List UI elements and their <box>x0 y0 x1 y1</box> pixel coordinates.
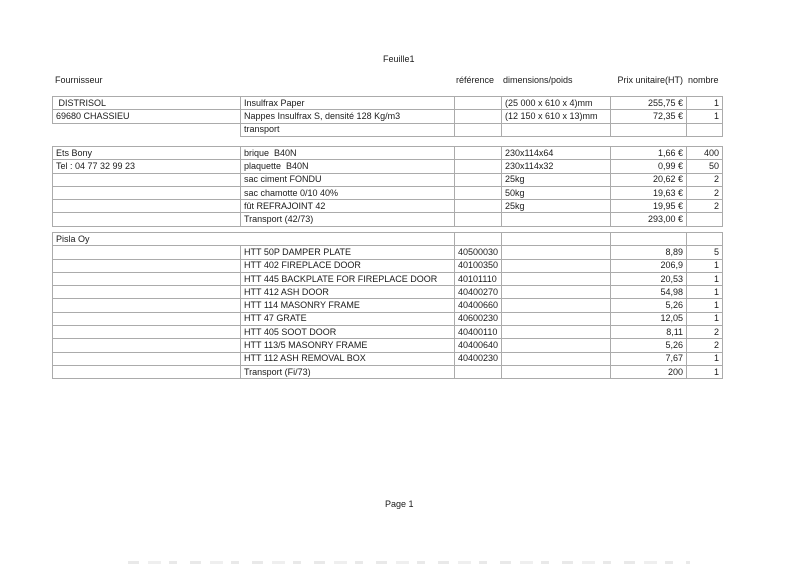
table-row <box>53 213 723 226</box>
table-row <box>53 299 723 312</box>
table-cell <box>611 123 687 136</box>
table-cell: Transport (42/73) <box>241 213 455 226</box>
table-cell <box>455 160 502 173</box>
table-cell: 1 <box>687 365 723 378</box>
table-cell <box>455 110 502 123</box>
table-cell: 1 <box>687 110 723 123</box>
table-cell: 2 <box>687 339 723 352</box>
table-cell: 1 <box>687 312 723 325</box>
table-cell <box>455 365 502 378</box>
table-row <box>53 352 723 365</box>
table-cell: brique B40N <box>241 147 455 160</box>
table-cell <box>455 173 502 186</box>
table-row <box>53 272 723 285</box>
table-cell: (25 000 x 610 x 4)mm <box>502 97 611 110</box>
table-cell: 40600230 <box>455 312 502 325</box>
table-cell <box>53 186 241 199</box>
supplier-block-distrisol <box>52 96 723 137</box>
table-cell: sac ciment FONDU <box>241 173 455 186</box>
table-cell: HTT 445 BACKPLATE FOR FIREPLACE DOOR <box>241 272 455 285</box>
table-cell: 230x114x64 <box>502 147 611 160</box>
table-cell: 12,05 <box>611 312 687 325</box>
table-cell: HTT 113/5 MASONRY FRAME <box>241 339 455 352</box>
table-cell <box>455 186 502 199</box>
table-cell <box>687 123 723 136</box>
table-cell <box>455 213 502 226</box>
table-cell <box>502 233 611 246</box>
table-row <box>53 160 723 173</box>
sheet-title: Feuille1 <box>383 54 415 64</box>
table-row <box>53 286 723 299</box>
table-cell <box>502 352 611 365</box>
table-cell: 50kg <box>502 186 611 199</box>
table-cell <box>53 213 241 226</box>
table-cell: 206,9 <box>611 259 687 272</box>
table-row <box>53 110 723 123</box>
table-row <box>53 365 723 378</box>
table-cell <box>502 326 611 339</box>
column-header-dimensions-poids: dimensions/poids <box>503 75 573 85</box>
table-cell: 8,89 <box>611 246 687 259</box>
table-cell <box>53 173 241 186</box>
table-cell: 19,63 € <box>611 186 687 199</box>
table-row <box>53 259 723 272</box>
table-cell: Nappes Insulfrax S, densité 128 Kg/m3 <box>241 110 455 123</box>
table-cell: 230x114x32 <box>502 160 611 173</box>
table-cell: Insulfrax Paper <box>241 97 455 110</box>
table-cell <box>53 286 241 299</box>
table-cell <box>687 233 723 246</box>
table-cell: Tel : 04 77 32 99 23 <box>53 160 241 173</box>
table-cell <box>53 123 241 136</box>
table-cell: 40400270 <box>455 286 502 299</box>
page-number: Page 1 <box>385 499 414 509</box>
table-cell: DISTRISOL <box>53 97 241 110</box>
table-cell: 40101110 <box>455 272 502 285</box>
table-cell: 293,00 € <box>611 213 687 226</box>
table-cell <box>502 299 611 312</box>
table-cell: HTT 114 MASONRY FRAME <box>241 299 455 312</box>
table-cell <box>687 213 723 226</box>
table-cell: 7,67 <box>611 352 687 365</box>
table-cell: 1 <box>687 352 723 365</box>
table-row <box>53 123 723 136</box>
table-cell: HTT 47 GRATE <box>241 312 455 325</box>
table-cell <box>53 326 241 339</box>
table-cell: 40400640 <box>455 339 502 352</box>
table-cell: 50 <box>687 160 723 173</box>
table-cell: 1 <box>687 272 723 285</box>
table-cell: 20,53 <box>611 272 687 285</box>
table-cell: 5 <box>687 246 723 259</box>
table-cell: fût REFRAJOINT 42 <box>241 200 455 213</box>
table-cell: 0,99 € <box>611 160 687 173</box>
table-cell: HTT 412 ASH DOOR <box>241 286 455 299</box>
table-row <box>53 246 723 259</box>
table-cell <box>53 312 241 325</box>
table-cell: 40100350 <box>455 259 502 272</box>
table-cell <box>502 272 611 285</box>
table-cell: 255,75 € <box>611 97 687 110</box>
table-row <box>53 173 723 186</box>
table-cell <box>53 272 241 285</box>
table-cell <box>53 365 241 378</box>
table-cell <box>502 213 611 226</box>
table-cell: 40400660 <box>455 299 502 312</box>
table-cell: transport <box>241 123 455 136</box>
table-row <box>53 200 723 213</box>
table-cell <box>53 200 241 213</box>
table-cell: Ets Bony <box>53 147 241 160</box>
table-cell: 2 <box>687 326 723 339</box>
table-cell: 2 <box>687 186 723 199</box>
table-cell: 54,98 <box>611 286 687 299</box>
table-row <box>53 312 723 325</box>
table-row <box>53 233 723 246</box>
table-cell: 5,26 <box>611 339 687 352</box>
table-cell <box>455 123 502 136</box>
table-cell <box>455 147 502 160</box>
table-cell: 20,62 € <box>611 173 687 186</box>
table-cell <box>611 233 687 246</box>
bottom-edge-artifact <box>128 561 690 564</box>
table-cell: 8,11 <box>611 326 687 339</box>
table-cell <box>53 259 241 272</box>
table-cell <box>502 286 611 299</box>
table-cell <box>53 299 241 312</box>
table-row <box>53 326 723 339</box>
column-header-nombre: nombre <box>688 75 719 85</box>
table-cell: HTT 50P DAMPER PLATE <box>241 246 455 259</box>
table-cell: (12 150 x 610 x 13)mm <box>502 110 611 123</box>
table-cell: 1 <box>687 286 723 299</box>
table-cell: 2 <box>687 200 723 213</box>
table-cell <box>53 352 241 365</box>
table-row <box>53 186 723 199</box>
table-cell: HTT 402 FIREPLACE DOOR <box>241 259 455 272</box>
table-cell: Transport (Fi/73) <box>241 365 455 378</box>
table-cell <box>502 339 611 352</box>
table-cell: plaquette B40N <box>241 160 455 173</box>
column-header-fournisseur: Fournisseur <box>55 75 103 85</box>
table-row <box>53 339 723 352</box>
table-row <box>53 97 723 110</box>
table-cell: 1 <box>687 299 723 312</box>
table-cell: 1,66 € <box>611 147 687 160</box>
table-cell <box>502 312 611 325</box>
supplier-block-pisla-oy <box>52 232 723 379</box>
table-cell: 5,26 <box>611 299 687 312</box>
table-cell <box>455 97 502 110</box>
table-cell: 25kg <box>502 200 611 213</box>
table-cell: Pisla Oy <box>53 233 455 246</box>
table-cell <box>502 259 611 272</box>
column-header-reference: référence <box>456 75 495 85</box>
table-cell: 200 <box>611 365 687 378</box>
table-cell: 1 <box>687 97 723 110</box>
table-cell <box>455 200 502 213</box>
table-cell: sac chamotte 0/10 40% <box>241 186 455 199</box>
table-cell: HTT 112 ASH REMOVAL BOX <box>241 352 455 365</box>
table-cell: 25kg <box>502 173 611 186</box>
table-cell: 40400110 <box>455 326 502 339</box>
table-cell <box>502 365 611 378</box>
table-cell: 69680 CHASSIEU <box>53 110 241 123</box>
table-cell <box>455 233 502 246</box>
table-cell: 19,95 € <box>611 200 687 213</box>
supplier-block-ets-bony <box>52 146 723 227</box>
table-cell <box>502 246 611 259</box>
table-cell: 2 <box>687 173 723 186</box>
column-header-prix-unitaire: Prix unitaire(HT) <box>617 75 683 85</box>
table-cell: 40500030 <box>455 246 502 259</box>
table-cell <box>53 246 241 259</box>
table-cell: 72,35 € <box>611 110 687 123</box>
table-cell: 40400230 <box>455 352 502 365</box>
table-cell <box>53 339 241 352</box>
table-cell <box>502 123 611 136</box>
table-cell: 1 <box>687 259 723 272</box>
table-row <box>53 147 723 160</box>
table-cell: 400 <box>687 147 723 160</box>
table-cell: HTT 405 SOOT DOOR <box>241 326 455 339</box>
